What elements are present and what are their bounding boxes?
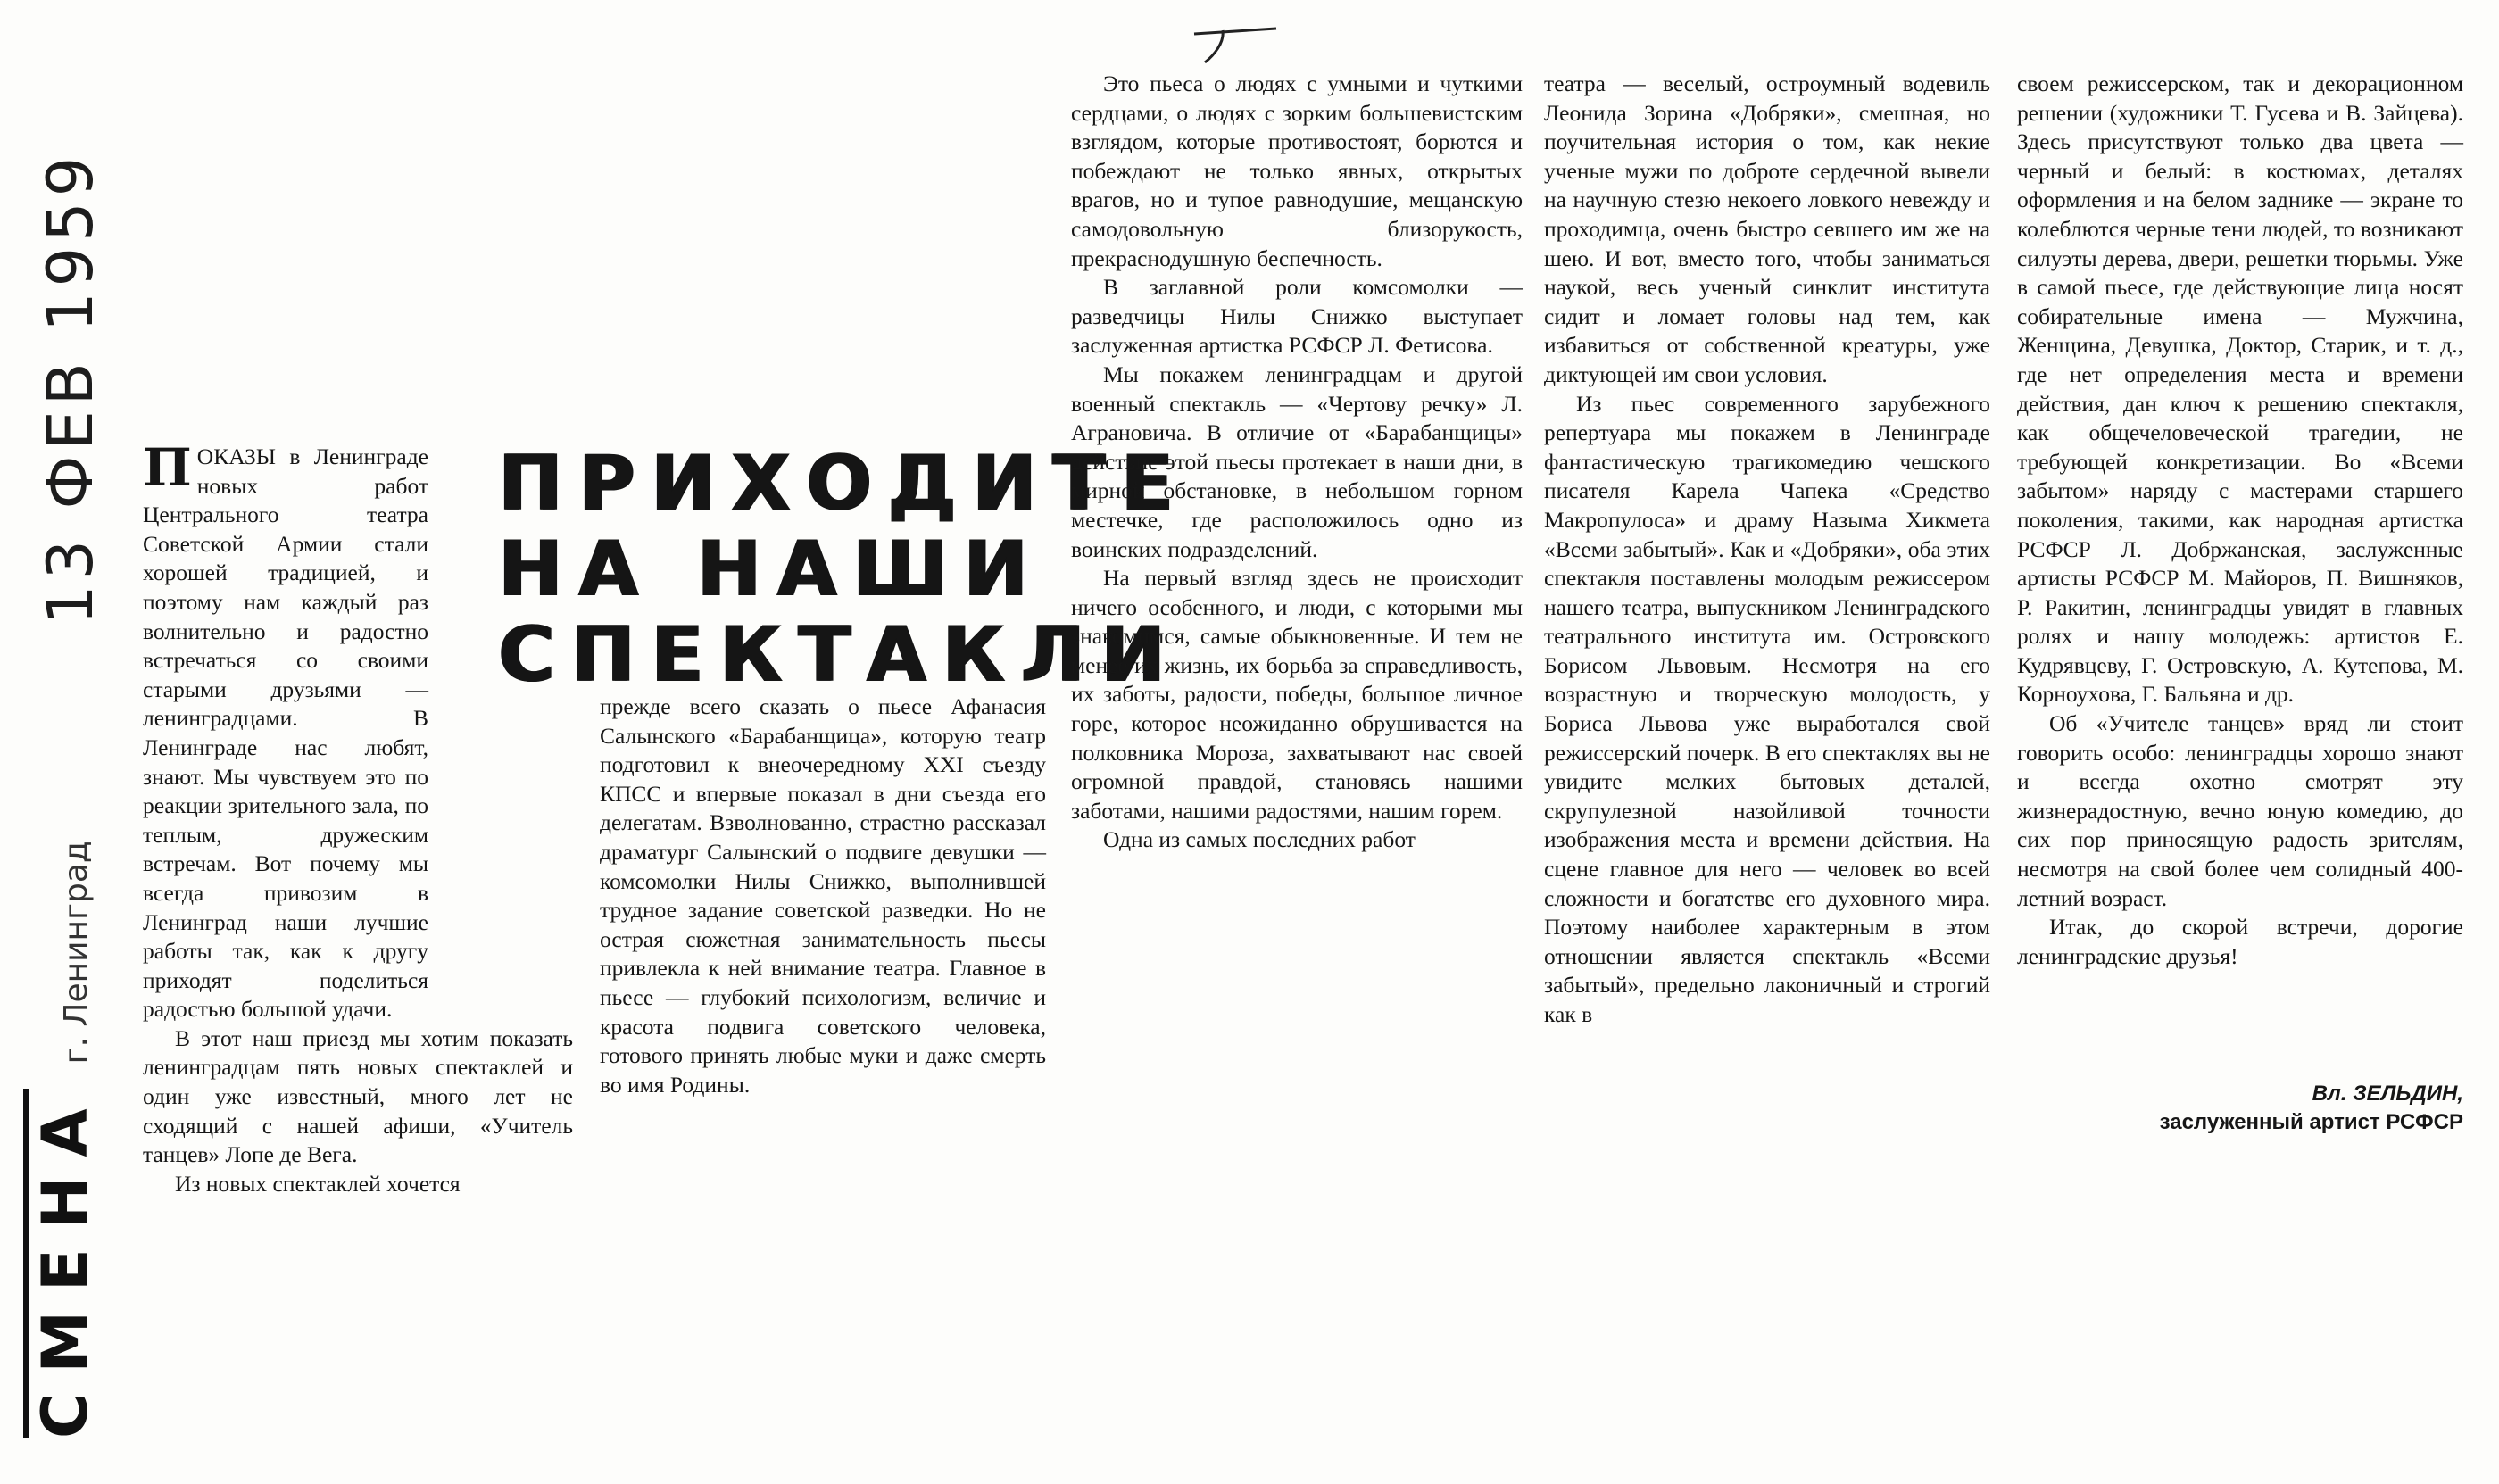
drop-cap: П <box>143 437 192 498</box>
article-column-5 <box>2017 70 2463 971</box>
newspaper-city: г. Ленинград <box>58 841 95 1065</box>
headline <box>498 439 1190 700</box>
article-column-4 <box>1544 70 1990 1030</box>
author-name: Вл. ЗЕЛЬДИН, <box>2312 1082 2463 1106</box>
author-title: заслуженный артист РСФСР <box>2159 1110 2463 1134</box>
article-paragraph: Из пьес современного зарубежного репертуара мы покажем в Ленинграде фантастическую трагикомедию чешского писателя Карела Чапека «Средство Макропулоса» и драму Назыма Хикмета «Всеми забытый». Как и «Добряки», оба этих спектакля поставлены молодым режиссером нашего театра, выпускником Ленинградского театрального института им. Островского Борисом Львовым. Несмотря на его возрастную и творческую молодость, у Бориса Львова уже выработался свой режиссерский почерк. В его спектаклях вы не увидите мелких бытовых деталей, скрупулезной назойливой точности изображения места и времени действия. На сцене главное для него — человек во всей сложности и богатстве его духовного мира. Поэтому наиболее характерным в этом отношении является спектакль «Всеми забытый», предельно лаконичный и строгий как в <box>1544 390 1990 1027</box>
article-paragraph <box>143 437 428 1024</box>
signature <box>2017 1080 2463 1137</box>
headline-line-1: ПРИХОДИТЕ <box>498 439 1190 528</box>
handwritten-mark-icon <box>1187 16 1294 70</box>
article-paragraph: прежде всего сказать о пьесе Афанасия Салынского «Барабанщица», которую театр подготовил к внеочередному XXI съезду КПСС и впервые показал в дни съезда его делегатам. Взволнованно, страстно рассказал драматург Салынский о подвиге девушки — комсомолки Нилы Снижко, выполнившей трудное задание советской разведки. Но не острая сюжетная занимательность пьесы привлекла к ней внимание театра. Главное в пьесе — глубокий психологизм, величие и красота подвига советского человека, готового принять любые муки и даже смерть во имя Родины. <box>600 693 1046 1098</box>
source-stamp <box>23 841 102 1438</box>
article-paragraph: Из новых спектаклей хочется <box>175 1170 461 1197</box>
article-paragraph: театра — веселый, остроумный водевиль Леонида Зорина «Добряки», смешная, но поучительная история о том, как некие ученые мужи по доброте сердечной вывели на научную стезю некоего ловкого невежду и проходимца, очень быстро севшего им же на шею. И вот, вместо того, чтобы заниматься наукой, весь ученый синклит института сидит и ломает головы над тем, как избавиться от собственной креатуры, уже диктующей им свои условия. <box>1544 70 1990 387</box>
article-paragraph: В заглавной роли комсомолки — разведчицы Нилы Снижко выступает заслуженная артистка РСФСР Л. Фетисова. <box>1071 274 1523 359</box>
date-stamp: 13 ФЕВ 1959 <box>34 151 107 625</box>
article-paragraph: Об «Учителе танцев» вряд ли стоит говорить особо: ленинградцы хорошо знают и всегда охотно смотрят эту жизнерадостную, вечно юную комедию, до сих пор приносящую радость зрителям, несмотря на свой более чем солидный 400-летний возраст. <box>2017 710 2463 911</box>
paragraph-text: ОКАЗЫ в Ленинграде новых работ Центрального театра Советской Армии стали хорошей традицией, и поэтому нам каждый раз волнительно и радостно встречаться со своими старыми друзьями — ленинградцами. В Ленинграде нас любят, знают. Мы чувствуем это по реакции зрительного зала, по теплым, дружеским встречам. Вот почему мы всегда привозим в Ленинград наши лучшие работы так, как к другу приходят поделиться радостью большой удачи. <box>143 444 428 1023</box>
newspaper-name: СМЕНА <box>23 1089 102 1438</box>
headline-line-3: СПЕКТАКЛИ <box>498 610 1182 700</box>
article-column-3 <box>1071 70 1523 855</box>
article-paragraph: Это пьеса о людях с умными и чуткими сердцами, о людях с зорким большевистским взглядом, которые противостоят, борются и побеждают не только явных, открытых врагов, но и тупое равнодушие, мещанскую самодовольную близорукость, прекраснодушную беспечность. <box>1071 70 1523 271</box>
article-paragraph: На первый взгляд здесь не происходит ничего особенного, и люди, с которыми мы знакомимся, самые обыкновенные. И тем не менее их жизнь, их борьба за справедливость, их заботы, радости, победы, большое личное горе, которое неожиданно обрушивается на полковника Мороза, захватывают нас своей огромной правдой, становясь нашими заботами, нашими радостями, нашим горем. <box>1071 565 1523 824</box>
article-paragraph: Итак, до скорой встречи, дорогие ленинградские друзья! <box>2017 914 2463 969</box>
article-paragraph: Одна из самых последних работ <box>1103 826 1416 853</box>
article-paragraph: Мы покажем ленинградцам и другой военный спектакль — «Чертову речку» Л. Аграновича. В отличие от «Барабанщицы» действие этой пьесы протекает в наши дни, в мирной обстановке, в небольшом горном местечке, где расположилось одно из воинских подразделений. <box>1071 361 1523 562</box>
article-paragraph: В этот наш приезд мы хотим показать ленинградцам пять новых спектаклей и один уже известный, много лет не сходящий с нашей афиши, «Учитель танцев» Лопе де Вега. <box>143 1024 573 1168</box>
article-paragraph: своем режиссерском, так и декорационном решении (художники Т. Гусева и В. Зайцева). Здесь присутствуют только два цвета — черный и белый: в костюмах, деталях оформления и на белом заднике — экране то колеблются черные тени людей, то возникают силуэты дерева, двери, решетки тюрьмы. Уже в самой пьесе, где действующие лица носят собирательные имена — Мужчина, Женщина, Девушка, Доктор, Старик, и т. д., где нет определения места и времени действия, дан ключ к решению спектакля, как общечеловеческой трагедии, не требующей конкретизации. Во «Всеми забытом» наряду с мастерами старшего поколения, такими, как народная артистка РСФСР Л. Добржанская, заслуженные артисты РСФСР М. Майоров, П. Вишняков, Р. Ракитин, ленинградцы увидят в главных ролях и нашу молодежь: артистов Е. Кудрявцеву, Г. Островскую, А. Кутепова, М. Корноухова, Г. Бальяна и др. <box>2017 70 2463 708</box>
article-column-1 <box>143 437 573 1198</box>
headline-line-2: НА НАШИ <box>498 525 1044 614</box>
article-column-2 <box>600 692 1046 1099</box>
